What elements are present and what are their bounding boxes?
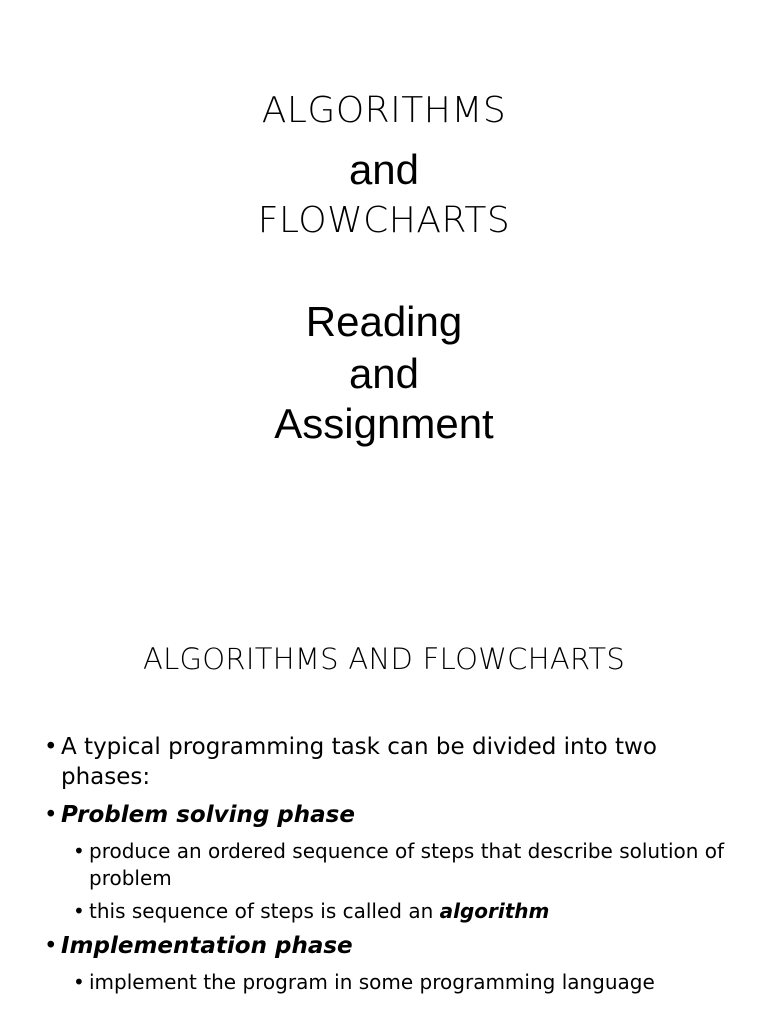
bullet-implementation-phase [44, 931, 744, 961]
bullet-text: A typical programming task can be divided into two phases: [61, 734, 657, 790]
subtitle-line-and: and [348, 350, 420, 397]
sub-bullet-text: this sequence of steps is called an [89, 899, 440, 923]
algorithm-term: algorithm [439, 899, 550, 923]
sub-bullet-text: produce an ordered sequence of steps that describe solution of problem [89, 839, 725, 890]
title-line-flowcharts: FLOWCHARTS [257, 200, 511, 241]
title-line-algorithms: ALGORITHMS [261, 90, 507, 131]
sub-bullet-ordered-sequence [44, 838, 744, 892]
slide-heading: ALGORITHMS AND FLOWCHARTS [142, 642, 626, 676]
content-slide [0, 600, 768, 1024]
title-line-and: and [348, 146, 420, 193]
bullet-phases-intro [44, 732, 744, 792]
subtitle-line-assignment: Assignment [274, 400, 494, 447]
bullet-text: Implementation phase [61, 933, 353, 959]
subtitle-line-reading: Reading [305, 298, 463, 345]
bullet-problem-solving-phase [44, 800, 744, 830]
bullet-list [44, 732, 744, 1002]
sub-bullet-implement-program [44, 969, 744, 996]
sub-bullet-text: implement the program in some programming language [89, 970, 655, 994]
sub-bullet-algorithm-definition [44, 898, 744, 925]
bullet-text: Problem solving phase [61, 802, 355, 828]
